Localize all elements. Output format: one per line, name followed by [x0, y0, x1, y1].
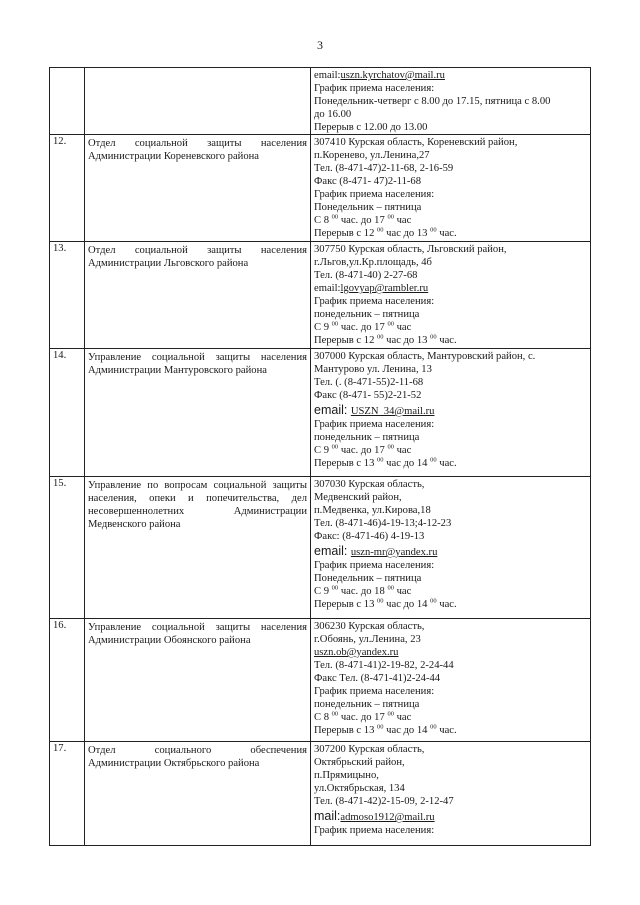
schedule-hours: С 8 $^{00}$ час. до 17 $^{00}$ час [314, 213, 412, 226]
email-link[interactable]: uszn.ob@yandex.ru [314, 647, 399, 658]
address-line: г.Льгов,ул.Кр.площадь, 4б [314, 257, 432, 268]
address-line: Медвенский район, [314, 492, 402, 503]
email-link[interactable]: uszn.kyrchatov@mail.ru [340, 70, 445, 81]
institution-name [85, 68, 311, 135]
phone-line: Тел. (8-471-47)2-11-68, 2-16-59 [314, 163, 454, 174]
contact-cell [311, 477, 591, 619]
schedule-days: Понедельник – пятница [314, 573, 422, 584]
email-link[interactable]: uszn-mr@yandex.ru [350, 547, 438, 558]
schedule-title: График приема населения: [314, 686, 435, 697]
row-number: 12. [50, 135, 85, 242]
schedule-title: График приема населения: [314, 560, 435, 571]
contact-cell [311, 619, 591, 742]
phone-line: Тел. (. (8-471-55)2-11-68 [314, 377, 424, 388]
institution-name: Отдел социальной защиты населения Администрации Льговского района [85, 242, 311, 349]
institution-name: Управление по вопросам социальной защиты населения, опеки и попечительства, дел несовершеннолетних Администрации Медвенского района [85, 477, 311, 619]
phone-line: Тел. (8-471-42)2-15-09, 2-12-47 [314, 796, 454, 807]
schedule-days: понедельник – пятница [314, 432, 420, 443]
fax-line: Факс (8-471- 55)2-21-52 [314, 390, 422, 401]
table-row [50, 242, 591, 349]
contact-cell [311, 68, 591, 135]
schedule-title: График приема населения: [314, 419, 435, 430]
break-line: Перерыв с 12 $^{00}$ час до 13 $^{00}$ час. [314, 333, 457, 346]
email-link[interactable]: USZN_34@mail.ru [350, 406, 435, 417]
schedule-title: График приема населения: [314, 825, 435, 836]
phone-line: Тел. (8-471-46)4-19-13;4-12-23 [314, 518, 452, 529]
schedule-title: График приема населения: [314, 189, 435, 200]
break-line: Перерыв с 13 $^{00}$ час до 14 $^{00}$ час. [314, 597, 457, 610]
table-row [50, 135, 591, 242]
phone-line: Тел. (8-471-40) 2-27-68 [314, 270, 418, 281]
institution-name: Управление социальной защиты населения Администрации Обоянского района [85, 619, 311, 742]
schedule-days: понедельник – пятница [314, 309, 420, 320]
address-line: 307000 Курская область, Мантуровский район, с. [314, 351, 536, 362]
table-row [50, 742, 591, 846]
table-row [50, 477, 591, 619]
schedule-title: График приема населения: [314, 296, 435, 307]
row-number: 14. [50, 349, 85, 477]
email-link[interactable]: lgovyap@rambler.ru [340, 283, 429, 294]
row-number: 17. [50, 742, 85, 846]
address-line: 306230 Курская область, [314, 621, 425, 632]
address-line: 307030 Курская область, [314, 479, 425, 490]
table-row [50, 349, 591, 477]
fax-line: Факс: (8-471-46) 4-19-13 [314, 531, 425, 542]
fax-line: Факс Тел. (8-471-41)2-24-44 [314, 673, 441, 684]
institutions-table [49, 67, 591, 846]
address-line: 307410 Курская область, Кореневский район, [314, 137, 518, 148]
schedule-days: понедельник – пятница [314, 699, 420, 710]
schedule-hours: С 9 $^{00}$ час. до 18 $^{00}$ час [314, 584, 412, 597]
table-row [50, 619, 591, 742]
institution-name: Управление социальной защиты населения Администрации Мантуровского района [85, 349, 311, 477]
address-line: Мантурово ул. Ленина, 13 [314, 364, 432, 375]
email-line: email: USZN_34@mail.ru [314, 403, 435, 417]
schedule-days: Понедельник – пятница [314, 202, 422, 213]
row-number: 16. [50, 619, 85, 742]
email-line: email: uszn-mr@yandex.ru [314, 544, 438, 558]
institution-name: Отдел социальной защиты населения Администрации Кореневского района [85, 135, 311, 242]
contact-cell [311, 242, 591, 349]
schedule-title: График приема населения: [314, 83, 435, 94]
phone-line: Тел. (8-471-41)2-19-82, 2-24-44 [314, 660, 454, 671]
schedule-hours: С 9 $^{00}$ час. до 17 $^{00}$ час [314, 443, 412, 456]
break-line: Перерыв с 12.00 до 13.00 [314, 122, 428, 133]
row-number: 13. [50, 242, 85, 349]
address-line: г.Обоянь, ул.Ленина, 23 [314, 634, 421, 645]
schedule-line: Понедельник-четверг с 8.00 до 17.15, пятница с 8.00 [314, 96, 551, 107]
page-number: 3 [317, 38, 323, 52]
email-link[interactable]: admoso1912@mail.ru [340, 812, 435, 823]
email-line: email:uszn.kyrchatov@mail.ru [314, 70, 445, 81]
row-number: 15. [50, 477, 85, 619]
address-line: 307200 Курская область, [314, 744, 425, 755]
institution-name: Отдел социального обеспечения Администрации Октябрьского района [85, 742, 311, 846]
table-row [50, 68, 591, 135]
address-line: п.Медвенка, ул.Кирова,18 [314, 505, 431, 516]
schedule-hours: С 8 $^{00}$ час. до 17 $^{00}$ час [314, 710, 412, 723]
address-line: Октябрьский район, [314, 757, 405, 768]
break-line: Перерыв с 13 $^{00}$ час до 14 $^{00}$ час. [314, 456, 457, 469]
break-line: Перерыв с 13 $^{00}$ час до 14 $^{00}$ час. [314, 723, 457, 736]
break-line: Перерыв с 12 $^{00}$ час до 13 $^{00}$ час. [314, 226, 457, 239]
address-line: 307750 Курская область, Льговский район, [314, 244, 507, 255]
schedule-line: до 16.00 [314, 109, 352, 120]
address-line: п.Коренево, ул.Ленина,27 [314, 150, 430, 161]
fax-line: Факс (8-471- 47)2-11-68 [314, 176, 421, 187]
address-line: п.Прямицыно, [314, 770, 379, 781]
contact-cell [311, 349, 591, 477]
row-number [50, 68, 85, 135]
address-line: ул.Октябрьская, 134 [314, 783, 405, 794]
email-line: mail:admoso1912@mail.ru [314, 809, 435, 823]
contact-cell [311, 135, 591, 242]
schedule-hours: С 9 $^{00}$ час. до 17 $^{00}$ час [314, 320, 412, 333]
contact-cell [311, 742, 591, 846]
email-line: email:lgovyap@rambler.ru [314, 283, 429, 294]
